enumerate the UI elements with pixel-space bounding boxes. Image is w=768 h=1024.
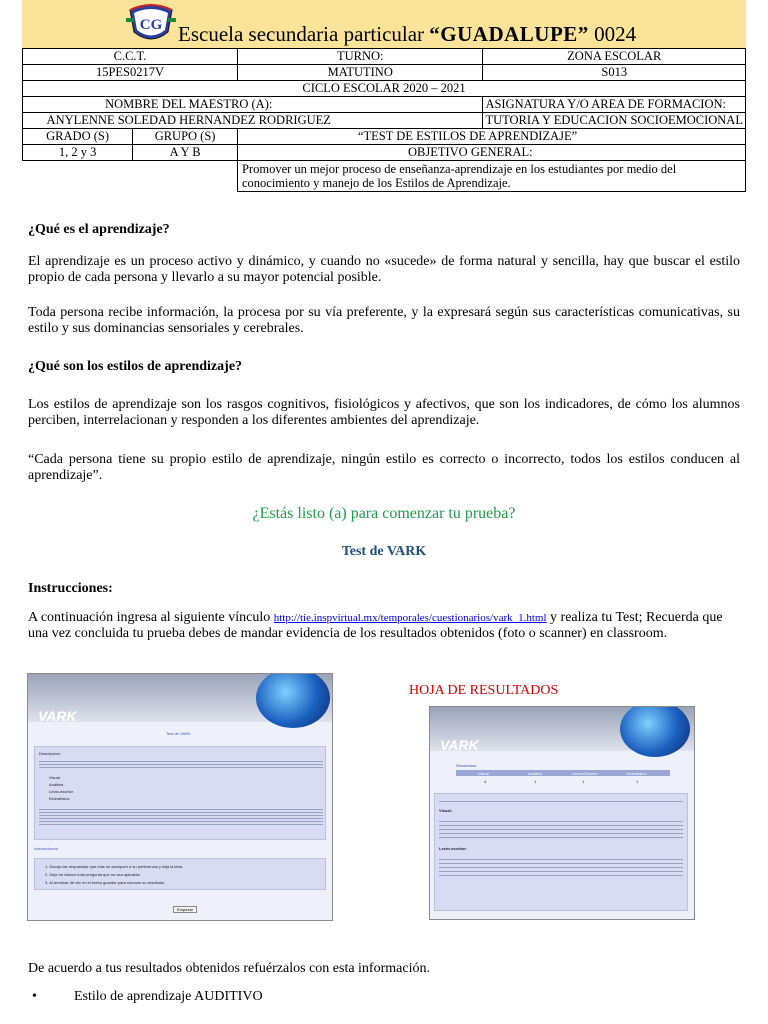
step-3: 3. Al terminar dé clic en el botón guardar para conocer su resultado. (45, 880, 166, 885)
turno-label: TURNO: (237, 49, 482, 65)
school-logo (126, 2, 176, 46)
asignatura-value: TUTORIA Y EDUCACION SOCIOEMOCIONAL (483, 113, 746, 129)
bullet-auditivo: Estilo de aprendizaje AUDITIVO (74, 989, 263, 1004)
val-visual: 4 (484, 779, 487, 784)
test-title: “TEST DE ESTILOS DE APRENDIZAJE” (237, 129, 745, 145)
grupo-label: GRUPO (S) (133, 129, 238, 145)
bullet-dot: • (32, 989, 37, 1004)
maestro-label: NOMBRE DEL MAESTRO (A): (23, 97, 483, 113)
visual-text (439, 818, 683, 840)
lecto-heading: Lecto-escritor: (439, 846, 468, 851)
grupo-value: A Y B (133, 145, 238, 161)
closing-text: De acuerdo a tus resultados obtenidos refuérzalos con esta información. (28, 961, 430, 976)
instructions-mini-title: Instrucciones: (34, 846, 59, 851)
cct-value: 15PES0217V (23, 65, 238, 81)
visual-heading: Visual: (439, 808, 453, 813)
results-panel (434, 793, 688, 911)
paragraph-aprendizaje: El aprendizaje es un proceso activo y dinámico, y cuando no «sucede» de forma natural y sencilla, hay que buscar el estilo propio de cada persona y llevarlo a su mayor potencial posible. (28, 254, 740, 285)
vark-subtitle: Test de VARK (166, 731, 191, 736)
description-title: Descripción: (39, 751, 62, 756)
school-title: Escuela secundaria particular “GUADALUPE” 0024 (178, 22, 637, 46)
instructions-title: Instrucciones: (28, 581, 113, 596)
item-visual: Visual (49, 775, 60, 780)
step-1: 1. Escoja las respuestas que más se acerquen a su preferencia y elija la letra. (45, 864, 184, 869)
val-auditivo: 1 (534, 779, 537, 784)
turno-value: MATUTINO (237, 65, 482, 81)
item-lecto: Lecto-escritor (49, 789, 74, 794)
vark-results-screenshot (429, 706, 695, 920)
instructions-text: A continuación ingresa al siguiente vínculo http://tie.inspvirtual.mx/temporales/cuestionarios/vark_1.html y realiza tu Test; Recuerda que una vez concluida tu prueba debes de mandar evidencia de los resultados obtenidos (foto o scanner) en classroom. (28, 610, 723, 641)
results-label: HOJA DE RESULTADOS (409, 683, 559, 698)
test-name: Test de VARK (341, 544, 427, 559)
item-kinestesica: Kinestésica (49, 796, 70, 801)
description-text-2 (39, 807, 323, 827)
step-2: 2. Deje en blanco toda pregunta que no sea aplicable. (45, 872, 141, 877)
vark-test-screenshot (27, 673, 333, 921)
val-kinestesico: 1 (636, 779, 639, 784)
lecto-text (439, 856, 683, 878)
col-lector: Lector/Escritor (572, 771, 598, 776)
asignatura-label: ASIGNATURA Y/O AREA DE FORMACION: (483, 97, 746, 113)
grado-label: GRADO (S) (23, 129, 133, 145)
question-estilos: ¿Qué son los estilos de aprendizaje? (28, 359, 243, 374)
val-lector: 1 (582, 779, 585, 784)
grado-value: 1, 2 y 3 (23, 145, 133, 161)
description-text (39, 759, 323, 769)
start-button[interactable]: Empezar (173, 906, 197, 913)
vark-brand: VARK (38, 708, 77, 724)
question-aprendizaje: ¿Qué es el aprendizaje? (28, 222, 170, 237)
paragraph-estilos: Los estilos de aprendizaje son los rasgos cognitivos, fisiológicos y afectivos, que son los indicadores, de cómo los alumnos perciben, interrelacionan y responden a los diferentes ambientes del aprendizaje. (28, 397, 740, 428)
svg-text:CG: CG (139, 17, 163, 33)
col-kinestesico: Kinestésico (626, 771, 647, 776)
col-auditivo: Auditivo (528, 771, 543, 776)
vark-test-link[interactable]: http://tie.inspvirtual.mx/temporales/cuestionarios/vark_1.html (273, 612, 547, 624)
empty-cell (23, 161, 238, 192)
instructions-panel (34, 858, 326, 890)
ciclo-escolar: CICLO ESCOLAR 2020 – 2021 (23, 81, 746, 97)
ready-heading: ¿Estás listo (a) para comenzar tu prueba? (252, 505, 516, 522)
info-table (22, 48, 746, 192)
col-visual: Visual (478, 771, 489, 776)
maestro-value: ANYLENNE SOLEDAD HERNANDEZ RODRIGUEZ (23, 113, 483, 129)
zona-label: ZONA ESCOLAR (483, 49, 746, 65)
results-brand: VARK (440, 737, 479, 753)
cct-label: C.C.T. (23, 49, 238, 65)
objetivo-value: Promover un mejor proceso de enseñanza-aprendizaje en los estudiantes por medio del conocimiento y manejo de los Estilos de Aprendizaje. (237, 161, 745, 192)
paragraph-informacion: Toda persona recibe información, la procesa por su vía preferente, y la expresará según sus características comunicativas, su estilo y sus dominancias sensoriales y cerebrales. (28, 305, 740, 336)
zona-value: S013 (483, 65, 746, 81)
quote-estilos: “Cada persona tiene su propio estilo de aprendizaje, ningún estilo es correcto o incorrecto, todos los estilos conducen al aprendizaje”. (28, 452, 740, 483)
results-mini-title: Resultados: (456, 763, 478, 768)
results-intro (439, 799, 683, 803)
description-panel (34, 746, 326, 840)
item-auditiva: Auditiva (49, 782, 64, 787)
objetivo-label: OBJETIVO GENERAL: (237, 145, 745, 161)
